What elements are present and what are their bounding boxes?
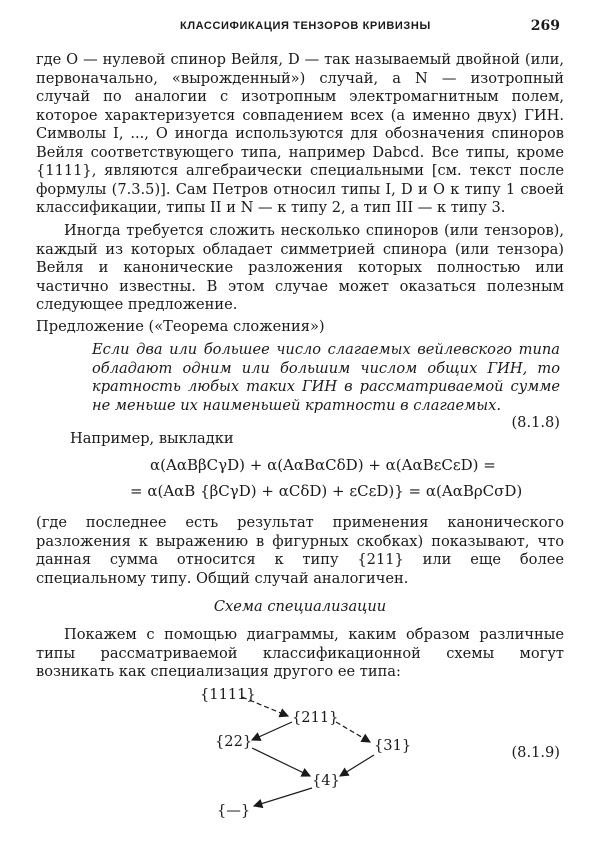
node-1111: {1111} xyxy=(200,686,256,703)
formula-line-2: = α(AαB {βCγD) + αCδD) + εCεD)} = α(AαBρCσD) xyxy=(130,482,523,500)
node-4: {4} xyxy=(312,772,340,789)
node-31: {31} xyxy=(374,737,412,754)
paragraph-adding-spinors: Иногда требуется сложить несколько спиноров (или тензоров), каждый из которых обладает симметрией спинора (или тензора) Вейля и канонические разложения которых полностью или частично известны. В этом случае может оказаться полезным следующее предложение. xyxy=(36,222,564,313)
equation-number-8-1-9: (8.1.9) xyxy=(511,744,560,761)
formula-line-1: α(AαBβCγD) + α(AαBαCδD) + α(AαBεCεD) = xyxy=(150,456,496,474)
running-title: КЛАССИФИКАЦИЯ ТЕНЗОРОВ КРИВИЗНЫ xyxy=(180,20,431,32)
equation-number-8-1-8: (8.1.8) xyxy=(511,414,560,431)
paragraph-weyl-types: где O — нулевой спинор Вейля, D — так называемый двойной (или, первоначально, «вырожденный») случай, а N — изотропный случай по аналогии с изотропным электромагнитным полем, которое характеризуется совпадением всех (а именно двух) ГИН. Символы I, ..., O иногда используются для обозначения спиноров Вейля соответствующего типа, например Dabcd. Все типы, кроме {1111}, являются алгебраически специальными [см. текст после формулы (7.3.5)]. Сам Петров относил типы I, D и O к типу 1 своей классификации, типы II и N — к типу 2, а тип III — к типу 3. xyxy=(36,51,564,216)
arrow-31-to-4 xyxy=(340,755,374,776)
arrow-211-to-22 xyxy=(252,722,292,740)
arrow-211-to-31 xyxy=(336,722,370,742)
example-intro: Например, выкладки xyxy=(70,430,234,447)
node-211: {211} xyxy=(292,709,339,726)
arrow-4-to-empty xyxy=(254,788,312,806)
theorem-statement: Если два или большее число слагаемых вейлевского типа обладают одним или большим числом общих ГИН, то кратность любых таких ГИН в рассматриваемой сумме не меньше их наименьшей кратности в слагаемых. xyxy=(92,341,560,414)
node-22: {22} xyxy=(215,733,253,750)
section-title: Схема специализации xyxy=(213,598,387,615)
paragraph-canonical-result: (где последнее есть результат применения канонического разложения к выражению в фигурных скобках) показывают, что данная сумма относится к типу {211} или еще более специальному типу. Общий случай аналогичен. xyxy=(36,514,564,587)
node-null: {—} xyxy=(217,802,251,819)
paragraph-diagram-intro: Покажем с помощью диаграммы, каким образом различные типы рассматриваемой классификационной схемы могут возникать как специализация другого ее типа: xyxy=(36,626,564,680)
arrow-22-to-4 xyxy=(252,748,310,776)
page-number: 269 xyxy=(530,18,560,34)
proposition-label: Предложение («Теорема сложения») xyxy=(36,318,325,335)
